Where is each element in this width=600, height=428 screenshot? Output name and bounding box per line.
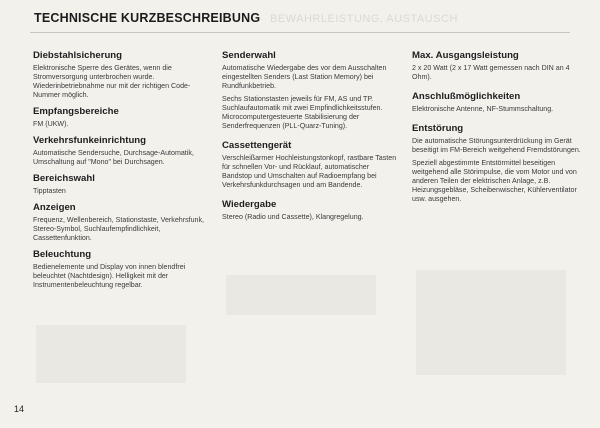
section-text: Sechs Stationstasten jeweils für FM, AS und TP. Suchlaufautomatik mit zwei Empfindlichkeitsstufen. Microcomputergesteuerte Stabilisierung der Senderfrequenzen (PLL-Quarz-Tuning).: [222, 95, 383, 130]
section-text: Elektronische Sperre des Gerätes, wenn die Stromversorgung unterbrochen wurde. Wiederinbetriebnahme nur mit der richtigen Code-Nummer möglich.: [33, 64, 191, 99]
page-title: TECHNISCHE KURZBESCHREIBUNG: [34, 11, 261, 25]
column-left: [33, 50, 209, 296]
section-heading: Entstörung: [412, 123, 464, 134]
section-senderwahl: [222, 50, 399, 131]
section-wiedergabe: [222, 199, 399, 222]
show-through-block: [226, 275, 376, 315]
section-text: Automatische Sendersuche, Durchsage-Automatik, Umschaltung auf "Mono" bei Durchsagen.: [33, 149, 194, 166]
section-heading: Cassettengerät: [222, 140, 292, 151]
section-text: Stereo (Radio und Cassette), Klangregelung.: [222, 213, 364, 221]
section-anzeigen: [33, 202, 209, 243]
section-text: FM (UKW).: [33, 120, 69, 128]
section-heading: Max. Ausgangsleistung: [412, 50, 519, 61]
section-text: Die automatische Störungsunterdrückung im Gerät beseitigt im FM-Bereich weitgehend Fremdstörungen.: [412, 137, 581, 154]
section-text: Bedienelemente und Display von innen blendfrei beleuchtet (Nachtdesign). Helligkeit mit der Instrumentenbeleuchtung regelbar.: [33, 263, 186, 289]
section-heading: Wiedergabe: [222, 199, 277, 210]
section-heading: Diebstahlsicherung: [33, 50, 123, 61]
page-number: 14: [14, 404, 25, 414]
section-diebstahlsicherung: [33, 50, 209, 100]
section-heading: Senderwahl: [222, 50, 276, 61]
section-text: 2 x 20 Watt (2 x 17 Watt gemessen nach DIN an 4 Ohm).: [412, 64, 570, 81]
section-heading: Bereichswahl: [33, 173, 95, 184]
section-text: Frequenz, Wellenbereich, Stationstaste, Verkehrsfunk, Stereo-Symbol, Suchlaufempfindlichkeit, Cassettenfunktion.: [33, 216, 204, 242]
section-heading: Empfangsbereiche: [33, 106, 119, 117]
section-cassettengeraet: [222, 140, 399, 190]
show-through-block: [416, 270, 566, 375]
section-ausgangsleistung: [412, 50, 588, 82]
section-text: Automatische Wiedergabe des vor dem Ausschalten eingestellten Senders (Last Station Memory) bei Rundfunkbetrieb.: [222, 64, 387, 90]
show-through-block: [36, 325, 186, 383]
section-text: Speziell abgestimmte Entstörmittel beseitigen weitgehend alle Störimpulse, die vom Motor und von anderen Teilen der elektrischen Anlage, z.B. Heizungsgebläse, Scheibenwischer, Kühlerventilator usw. ausgehen.: [412, 159, 577, 203]
section-bereichswahl: [33, 173, 209, 196]
column-middle: [222, 50, 399, 231]
section-heading: Beleuchtung: [33, 249, 92, 260]
section-text: Elektronische Antenne, NF-Stummschaltung.: [412, 105, 554, 113]
section-heading: Anzeigen: [33, 202, 76, 213]
section-heading: Anschlußmöglichkeiten: [412, 91, 521, 102]
section-text: Tipptasten: [33, 187, 66, 195]
section-entstoerung: [412, 123, 588, 204]
show-through-text: BEWAHRLEISTUNG, AUSTAUSCH: [270, 13, 458, 25]
section-text: Verschleißarmer Hochleistungstonkopf, rastbare Tasten für schnellen Vor- und Rücklauf, automatischer Bandstop und Umschalten auf Radioempfang bei Verkehrsfunkdurchsagen und am Bandende.: [222, 154, 397, 189]
column-right: [412, 50, 588, 213]
section-anschluss: [412, 91, 588, 114]
section-heading: Verkehrsfunkeinrichtung: [33, 135, 147, 146]
section-empfangsbereiche: [33, 106, 209, 129]
section-verkehrsfunk: [33, 135, 209, 167]
section-beleuchtung: [33, 249, 209, 290]
